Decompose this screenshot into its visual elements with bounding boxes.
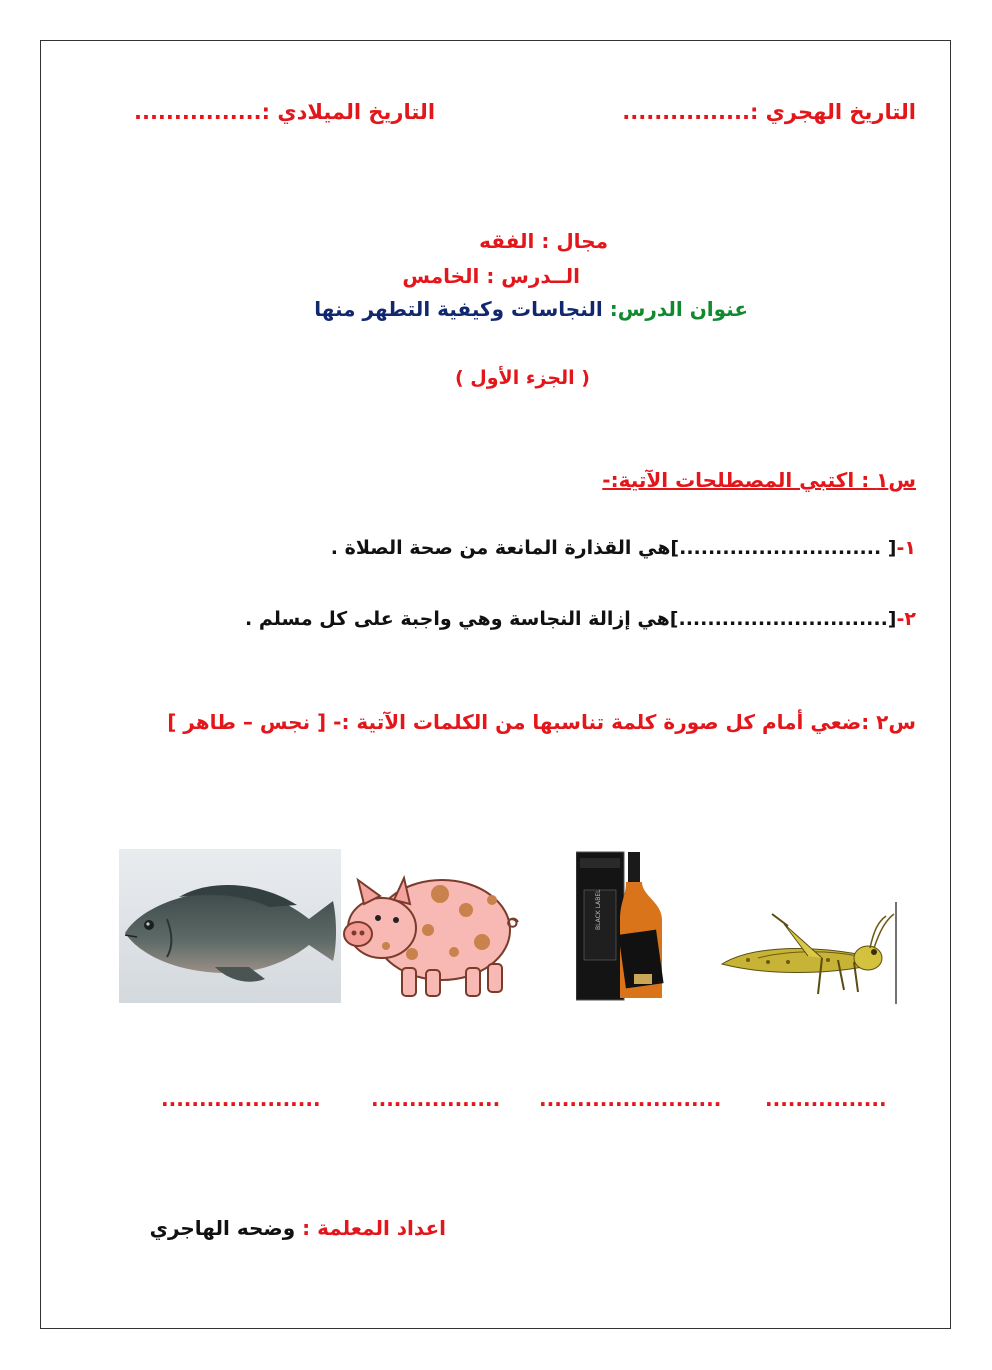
q1-prompt: س١ : اكتبي المصطلحات الآتية:- xyxy=(602,468,916,492)
answer-blank-3[interactable]: ................. xyxy=(371,1087,501,1111)
prepared-by-label: اعداد المعلمة : xyxy=(302,1216,446,1240)
answer-blank-1[interactable]: ................ xyxy=(765,1087,887,1111)
fish-image xyxy=(119,849,341,1003)
teacher-name: وضحه الهاجري xyxy=(149,1216,296,1240)
field-label: مجال : الفقه xyxy=(479,229,608,253)
q1-item-1 xyxy=(331,537,916,559)
grasshopper-image xyxy=(718,900,900,1004)
lesson-title xyxy=(314,297,748,321)
prepared-by xyxy=(150,1216,446,1240)
box-label-text: BLACK LABEL xyxy=(595,889,602,930)
q1-item-2 xyxy=(245,608,916,630)
pig-image xyxy=(342,860,522,1002)
lesson-part: ( الجزء الأول ) xyxy=(454,367,590,389)
q1-item-1-number: ١- xyxy=(896,537,916,559)
lesson-number: الــدرس : الخامس xyxy=(402,264,580,288)
gregorian-date: التاريخ الميلادي :................ xyxy=(134,100,436,124)
q1-item-1-text: [ ............................]هي القذارة المانعة من صحة الصلاة . xyxy=(330,537,897,559)
q1-item-2-text: [.............................]هي إزالة النجاسة وهي واجبة على كل مسلم . xyxy=(245,608,897,630)
hijri-date: التاريخ الهجري :................ xyxy=(622,100,916,124)
answer-blank-4[interactable]: ..................... xyxy=(161,1087,321,1111)
q2-prompt: س٢ :ضعي أمام كل صورة كلمة تناسبها من الكلمات الآتية :- [ نجس – طاهر ] xyxy=(167,710,916,734)
lesson-title-value: النجاسات وكيفية التطهر منها xyxy=(314,297,603,321)
whisky-bottle-image xyxy=(576,850,666,1002)
answer-blank-2[interactable]: ........................ xyxy=(539,1087,722,1111)
q1-item-2-number: ٢- xyxy=(896,608,916,630)
lesson-title-label: عنوان الدرس: xyxy=(609,297,748,321)
